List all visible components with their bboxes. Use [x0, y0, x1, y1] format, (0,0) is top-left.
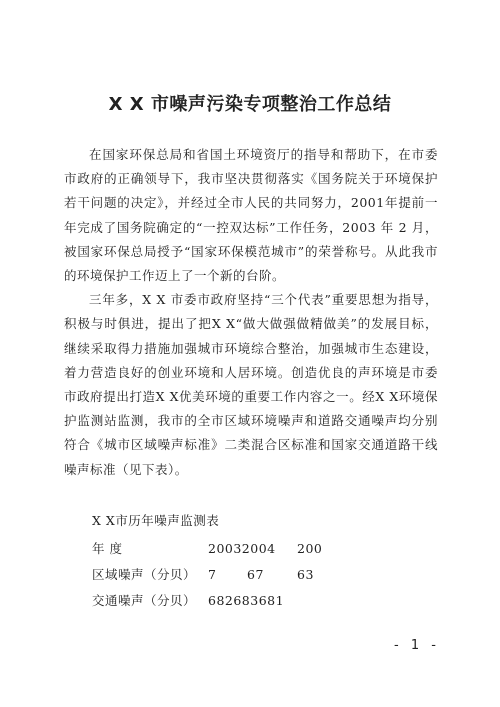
- row-label: 年 度: [92, 541, 123, 556]
- row-cell: 67: [247, 567, 264, 582]
- page-number: - 1 -: [394, 638, 440, 653]
- paragraph-2: 三年多，X X 市委市政府坚持“三个代表”重要思想为指导，积极与时俱进，提出了把X X“做大做强做精做美”的发展目标，继续采取得力措施加强城市环境综合整治，加强城市生态建设，着力营造良好的创业环境和人居环境。创造优良的声环境是市委市政府提出打造X X优美环境的重要工作内容之一。经X X环境保护监测站监测，我市的全市区域环境噪声和道路交通噪声均分别符合《城市区域噪声标准》二类混合区标准和国家交通道路干线噪声标准（见下表）。: [64, 292, 438, 477]
- row-cell: 200: [297, 541, 323, 556]
- row-cell: 63: [297, 567, 314, 582]
- document-body: [64, 143, 438, 482]
- table-caption: X X市历年噪声监测表: [92, 513, 220, 528]
- row-cell: 682683681: [208, 593, 285, 608]
- row-cell: 20032004: [208, 541, 276, 556]
- paragraph-1: 在国家环保总局和省国土环境资厅的指导和帮助下，在市委市政府的正确领导下，我市坚决贯彻落实《国务院关于环境保护若干问题的决定》，并经过全市人民的共同努力，2001年提前一年完成了国务院确定的“一控双达标”工作任务，2003 年 2 月，被国家环保总局授予“国家环保模范城市”的荣誉称号。从此我市的环境保护工作迈上了一个新的台阶。: [64, 147, 438, 284]
- document-title: X X 市噪声污染专项整治工作总结: [108, 94, 392, 115]
- row-cell: 7: [208, 567, 217, 582]
- row-label: 区域噪声（分贝）: [92, 567, 197, 582]
- row-label: 交通噪声（分贝）: [92, 593, 197, 608]
